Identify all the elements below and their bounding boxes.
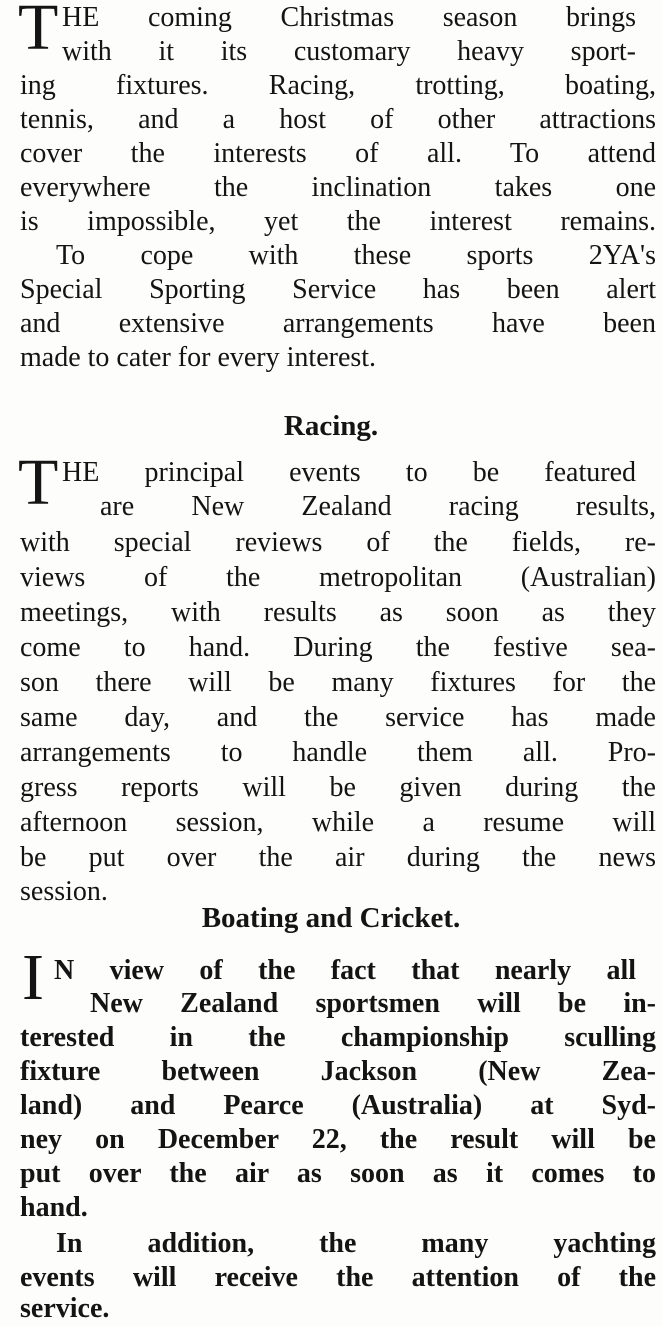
racing-line: session. xyxy=(20,876,108,907)
racing-line: come to hand. During the festive sea- xyxy=(20,632,656,663)
boating-line: New Zealand sportsmen will be in- xyxy=(90,988,656,1019)
racing-line: be put over the air during the news xyxy=(20,842,656,873)
racing-line: are New Zealand racing results, xyxy=(100,491,656,522)
racing-heading: Racing. xyxy=(283,410,379,442)
boating-drop-cap: I xyxy=(22,941,44,1014)
boating-heading: Boating and Cricket. xyxy=(201,902,461,934)
boating-line: put over the air as soon as it comes to xyxy=(20,1158,656,1189)
boating-line: fixture between Jackson (New Zea- xyxy=(20,1056,656,1087)
boating-line: service. xyxy=(20,1293,110,1324)
intro-line: with it its customary heavy sport- xyxy=(62,36,636,67)
racing-line: views of the metropolitan (Australian) xyxy=(20,562,656,593)
boating-line: In addition, the many yachting xyxy=(56,1228,656,1259)
intro-line: HE coming Christmas season brings xyxy=(62,2,636,33)
boating-line: events will receive the attention of the xyxy=(20,1262,656,1293)
boating-line: hand. xyxy=(20,1192,88,1223)
racing-line: meetings, with results as soon as they xyxy=(20,597,656,628)
intro-drop-cap: T xyxy=(18,0,59,64)
intro-line: and extensive arrangements have been xyxy=(20,308,656,339)
boating-line: ney on December 22, the result will be xyxy=(20,1124,656,1155)
racing-line: gress reports will be given during the xyxy=(20,772,656,803)
intro-line: ing fixtures. Racing, trotting, boating, xyxy=(20,70,656,101)
intro-line: Special Sporting Service has been alert xyxy=(20,274,656,305)
racing-line: afternoon session, while a resume will xyxy=(20,807,656,838)
racing-line: with special reviews of the fields, re- xyxy=(20,527,656,558)
racing-line: HE principal events to be featured xyxy=(62,457,636,488)
intro-line: is impossible, yet the interest remains. xyxy=(20,206,656,237)
intro-line: cover the interests of all. To attend xyxy=(20,138,656,169)
boating-line: land) and Pearce (Australia) at Syd- xyxy=(20,1090,656,1121)
racing-line: same day, and the service has made xyxy=(20,702,656,733)
boating-line: N view of the fact that nearly all xyxy=(54,955,636,986)
intro-line: To cope with these sports 2YA's xyxy=(56,240,656,271)
racing-drop-cap: T xyxy=(18,446,59,519)
intro-line: everywhere the inclination takes one xyxy=(20,172,656,203)
racing-line: son there will be many fixtures for the xyxy=(20,667,656,698)
intro-line: made to cater for every interest. xyxy=(20,342,377,373)
intro-line: tennis, and a host of other attractions xyxy=(20,104,656,135)
racing-line: arrangements to handle them all. Pro- xyxy=(20,737,656,768)
boating-line: terested in the championship sculling xyxy=(20,1022,656,1053)
